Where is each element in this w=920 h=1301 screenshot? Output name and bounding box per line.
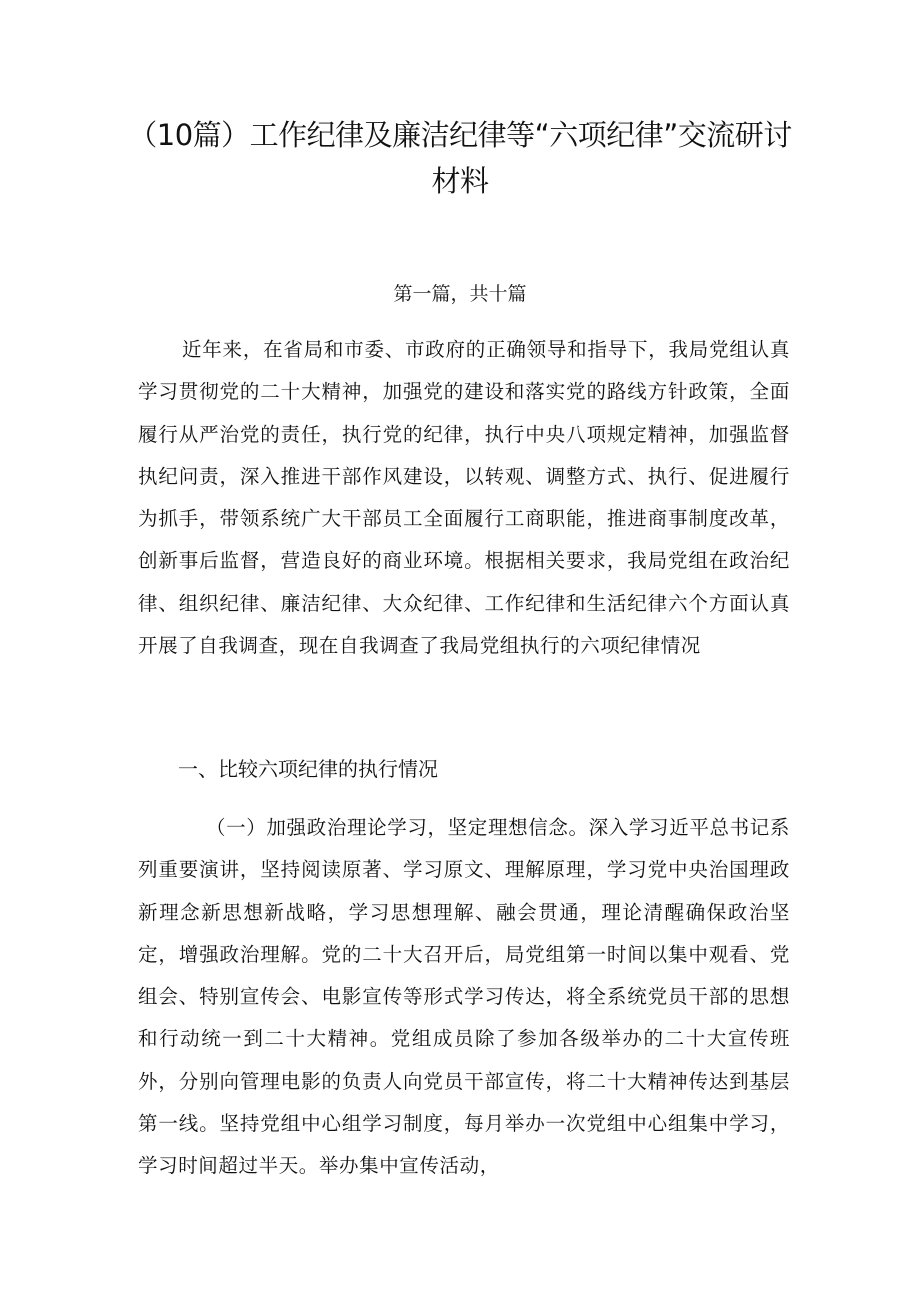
document-subtitle: 第一篇，共十篇 bbox=[393, 283, 527, 305]
intro-paragraph: 近年来，在省局和市委、市政府的正确领导和指导下，我局党组认真学习贯彻党的二十大精神，加强党的建设和落实党的路线方针政策，全面履行从严治党的责任，执行党的纪律，执行中央八项规定精神，加强监督执纪问责，深入推进干部作风建设，以转观、调整方式、执行、促进履行为抓手，带领系统广大干部员工全面履行工商职能，推进商事制度改革，创新事后监督，营造良好的商业环境。根据相关要求，我局党组在政治纪律、组织纪律、廉洁纪律、大众纪律、工作纪律和生活纪律六个方面认真开展了自我调查，现在自我调查了我局党组执行的六项纪律情况 bbox=[138, 338, 790, 658]
document-title: （10篇）工作纪律及廉洁纪律等“六项纪律”交流研讨材料 bbox=[128, 118, 792, 198]
section-paragraph: （一）加强政治理论学习，坚定理想信念。深入学习近平总书记系列重要演讲，坚持阅读原著、学习原文、理解原理，学习党中央治国理政新理念新思想新战略，学习思想理解、融会贯通，理论清醒确保政治坚定，增强政治理解。党的二十大召开后，局党组第一时间以集中观看、党组会、特别宣传会、电影宣传等形式学习传达，将全系统党员干部的思想和行动统一到二十大精神。党组成员除了参加各级举办的二十大宣传班外，分别向管理电影的负责人向党员干部宣传，将二十大精神传达到基层第一线。坚持党组中心组学习制度，每月举办一次党组中心组集中学习，学习时间超过半天。举办集中宣传活动， bbox=[138, 816, 790, 1178]
section-heading: 一、比较六项纪律的执行情况 bbox=[178, 757, 438, 781]
